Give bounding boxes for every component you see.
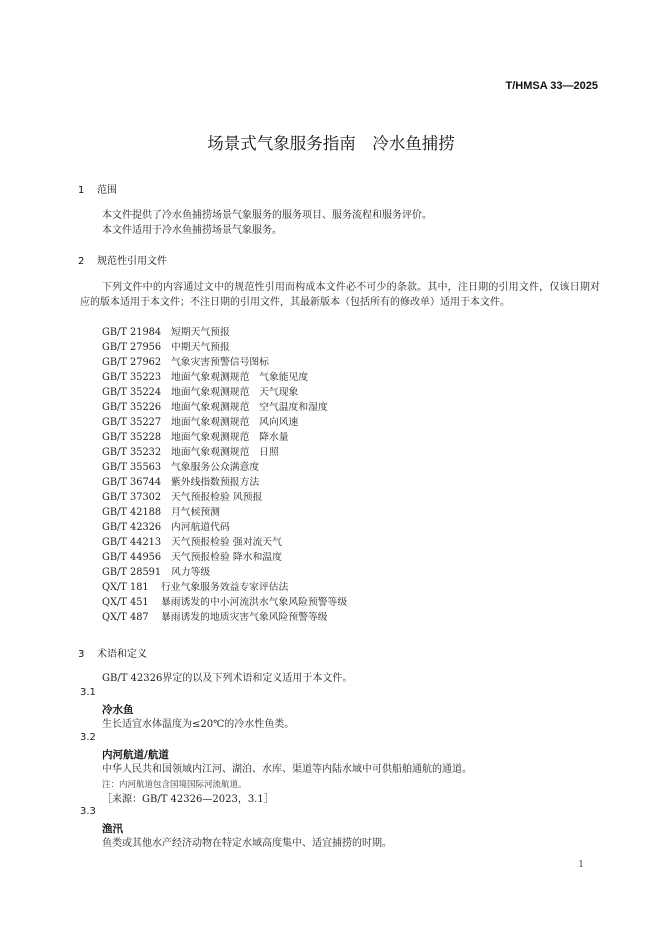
reference-code: QX/T 487 bbox=[102, 612, 149, 623]
reference-item bbox=[102, 535, 347, 550]
reference-code: GB/T 35224 bbox=[102, 387, 162, 398]
term-number: 3.2 bbox=[80, 732, 96, 743]
reference-item bbox=[102, 595, 347, 610]
reference-item bbox=[102, 490, 347, 505]
reference-code: GB/T 35232 bbox=[102, 447, 162, 458]
reference-code: GB/T 35563 bbox=[102, 462, 162, 473]
reference-code: GB/T 27956 bbox=[102, 342, 162, 353]
reference-code: GB/T 42188 bbox=[102, 507, 162, 518]
reference-code: GB/T 27962 bbox=[102, 357, 162, 368]
reference-code: GB/T 28591 bbox=[102, 567, 162, 578]
reference-title: 地面气象观测规范 风向风速 bbox=[171, 417, 299, 428]
section-1-number: 1 bbox=[78, 185, 85, 196]
reference-title: 地面气象观测规范 日照 bbox=[171, 447, 279, 458]
term-definition: 鱼类或其他水产经济动物在特定水域高度集中、适宜捕捞的时期。 bbox=[102, 838, 392, 849]
term-number: 3.1 bbox=[80, 687, 96, 698]
reference-item bbox=[102, 370, 347, 385]
reference-item bbox=[102, 475, 347, 490]
reference-title: 短期天气预报 bbox=[171, 327, 230, 338]
reference-title: 行业气象服务效益专家评估法 bbox=[161, 582, 289, 593]
reference-title: 气象服务公众满意度 bbox=[171, 462, 260, 473]
section-1-para-1: 本文件提供了冷水鱼捕捞场景气象服务的服务项目、服务流程和服务评价。 bbox=[102, 210, 432, 221]
reference-item bbox=[102, 400, 347, 415]
reference-item bbox=[102, 550, 347, 565]
reference-code: GB/T 42326 bbox=[102, 522, 162, 533]
reference-item bbox=[102, 565, 347, 580]
section-3-intro: GB/T 42326界定的以及下列术语和定义适用于本文件。 bbox=[102, 673, 353, 684]
reference-code: GB/T 44213 bbox=[102, 537, 162, 548]
reference-item bbox=[102, 610, 347, 625]
reference-title: 地面气象观测规范 空气温度和湿度 bbox=[171, 402, 328, 413]
reference-item bbox=[102, 325, 347, 340]
section-2-intro: 下列文件中的内容通过文中的规范性引用而构成本文件必不可少的条款。其中，注日期的引用文件，仅该日期对应的版本适用于本文件；不注日期的引用文件，其最新版本（包括所有的修改单）适用于本文件。 bbox=[80, 282, 600, 308]
reference-title: 紫外线指数预报方法 bbox=[171, 477, 260, 488]
term-definition: 中华人民共和国领域内江河、湖泊、水库、渠道等内陆水域中可供船舶通航的通道。 bbox=[102, 764, 472, 775]
reference-code: GB/T 37302 bbox=[102, 492, 162, 503]
reference-item bbox=[102, 445, 347, 460]
term-name: 内河航道/航道 bbox=[102, 749, 169, 761]
reference-code: QX/T 181 bbox=[102, 582, 149, 593]
reference-item bbox=[102, 520, 347, 535]
reference-title: 地面气象观测规范 降水量 bbox=[171, 432, 289, 443]
section-1-heading bbox=[78, 181, 117, 196]
reference-title: 天气预报检验 强对流天气 bbox=[171, 537, 282, 548]
reference-item bbox=[102, 340, 347, 355]
standard-code: T/HMSA 33—2025 bbox=[505, 80, 598, 92]
reference-title: 内河航道代码 bbox=[171, 522, 230, 533]
term-number: 3.3 bbox=[80, 806, 96, 817]
reference-code: GB/T 36744 bbox=[102, 477, 162, 488]
reference-code: QX/T 451 bbox=[102, 597, 149, 608]
section-2-number: 2 bbox=[78, 256, 85, 267]
section-2-title: 规范性引用文件 bbox=[97, 256, 167, 267]
term-name: 渔汛 bbox=[102, 823, 123, 835]
reference-code: GB/T 35226 bbox=[102, 402, 162, 413]
reference-code: GB/T 35228 bbox=[102, 432, 162, 443]
reference-title: 地面气象观测规范 天气现象 bbox=[171, 387, 299, 398]
term-note: 注：内河航道包含国境国际河流航道。 bbox=[102, 780, 247, 790]
reference-item bbox=[102, 460, 347, 475]
section-3-heading bbox=[78, 645, 147, 660]
term-source: ［来源：GB/T 42326—2023，3.1］ bbox=[102, 794, 274, 805]
reference-item bbox=[102, 385, 347, 400]
term-name: 冷水鱼 bbox=[102, 704, 134, 716]
document-title: 场景式气象服务指南 冷水鱼捕捞 bbox=[207, 134, 455, 153]
reference-item bbox=[102, 415, 347, 430]
reference-code: GB/T 35223 bbox=[102, 372, 162, 383]
reference-title: 气象灾害预警信号图标 bbox=[171, 357, 269, 368]
reference-title: 天气预报检验 降水和温度 bbox=[171, 552, 282, 563]
section-1-title: 范围 bbox=[97, 185, 117, 196]
reference-title: 暴雨诱发的中小河流洪水气象风险预警等级 bbox=[161, 597, 348, 608]
section-3-title: 术语和定义 bbox=[97, 649, 147, 660]
reference-title: 月气候预测 bbox=[171, 507, 220, 518]
reference-title: 风力等级 bbox=[171, 567, 211, 578]
reference-item bbox=[102, 505, 347, 520]
reference-item bbox=[102, 355, 347, 370]
reference-item bbox=[102, 430, 347, 445]
reference-title: 天气预报检验 风预报 bbox=[171, 492, 263, 503]
reference-title: 中期天气预报 bbox=[171, 342, 230, 353]
section-1-para-2: 本文件适用于冷水鱼捕捞场景气象服务。 bbox=[102, 225, 282, 236]
reference-title: 暴雨诱发的地质灾害气象风险预警等级 bbox=[161, 612, 328, 623]
section-2-heading bbox=[78, 252, 167, 267]
reference-list bbox=[102, 325, 347, 625]
reference-code: GB/T 44956 bbox=[102, 552, 162, 563]
reference-item bbox=[102, 580, 347, 595]
reference-title: 地面气象观测规范 气象能见度 bbox=[171, 372, 309, 383]
section-3-number: 3 bbox=[78, 649, 85, 660]
term-definition: 生长适宜水体温度为≤20℃的冷水性鱼类。 bbox=[102, 719, 295, 730]
reference-code: GB/T 21984 bbox=[102, 327, 162, 338]
reference-code: GB/T 35227 bbox=[102, 417, 162, 428]
page-number: 1 bbox=[578, 860, 584, 870]
